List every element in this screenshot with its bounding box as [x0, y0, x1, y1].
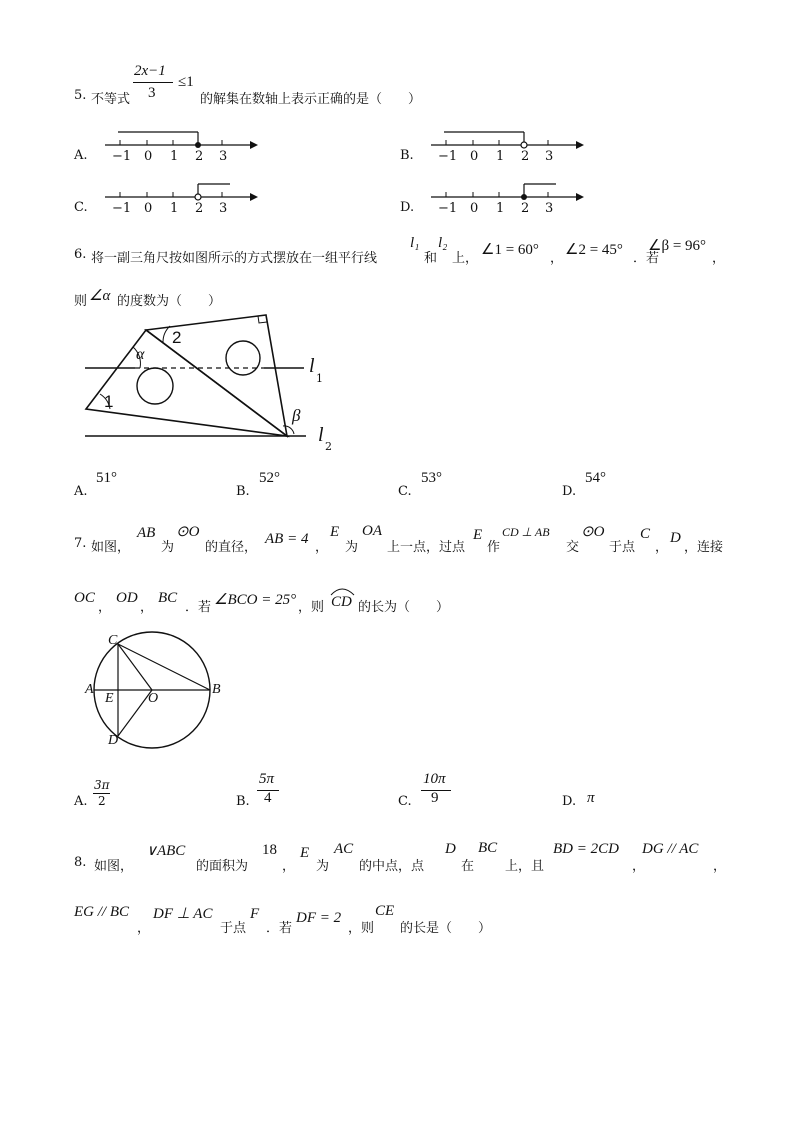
q5-c-tick: 3: [219, 201, 228, 216]
q5-d-tick: 1: [496, 201, 505, 216]
q8-text: 上，且: [505, 859, 545, 874]
q7-text: ，: [655, 540, 669, 555]
q5-a-tick: 3: [219, 149, 228, 164]
q7-angle: ∠BCO = 25°: [214, 592, 297, 608]
q6-figure-label-l1-sub: 1: [316, 372, 323, 385]
q5-option-b-letter: B.: [400, 148, 414, 163]
q5-b-tick: 1: [496, 149, 505, 164]
q8-text: ．若: [266, 921, 293, 936]
q7-figure-label-O: O: [148, 691, 159, 706]
q8-AC: AC: [334, 841, 354, 857]
q7-figure-label-B: B: [212, 682, 221, 697]
q7-text: ，则: [298, 600, 325, 615]
q5-c-tick: 0: [144, 201, 153, 216]
q6-l1: l₁: [410, 235, 420, 251]
q5-c-tick: 1: [170, 201, 179, 216]
q8-E: E: [300, 845, 310, 861]
q7-text: 的长为（ ）: [358, 600, 450, 615]
q5-relation: ≤1: [178, 74, 194, 90]
q6-option-d-value: 54°: [585, 470, 606, 486]
q7-OC: OC: [74, 590, 95, 606]
q8-parallel2: EG // BC: [74, 904, 129, 920]
q8-BC: BC: [478, 840, 498, 856]
q7-text: ，: [315, 540, 329, 555]
q7-text: 为: [345, 540, 359, 555]
q7-option-a-den: 2: [98, 794, 106, 808]
q7-figure-label-E: E: [105, 691, 114, 706]
q5-a-tick: −1: [112, 149, 132, 164]
q7-OD: OD: [116, 590, 138, 606]
q7-text: 作: [487, 540, 501, 555]
q8-perp: DF ⊥ AC: [153, 906, 213, 922]
q7-option-c-letter: C.: [398, 794, 412, 809]
q7-text: 上一点，过点: [387, 540, 466, 555]
q8-number: 8.: [74, 855, 87, 870]
q7-arc-mark: [329, 586, 359, 596]
q8-text: 的长是（ ）: [400, 921, 492, 936]
q5-number: 5.: [74, 88, 87, 103]
q7-perp: CD ⊥ AB: [502, 525, 550, 539]
q6-figure-label-alpha: α: [136, 346, 145, 363]
q6-period: ．若: [633, 251, 660, 266]
q6-option-a-letter: A.: [74, 484, 88, 499]
q6-number: 6.: [74, 247, 87, 262]
q7-text: ．若: [185, 600, 212, 615]
q6-option-c-value: 53°: [421, 470, 442, 486]
q8-D: D: [445, 841, 456, 857]
q5-fraction-bar: [133, 82, 173, 83]
q7-text: ，: [98, 600, 112, 615]
q5-suffix: 的解集在数轴上表示正确的是（ ）: [200, 92, 422, 107]
q5-b-tick: 2: [521, 149, 530, 164]
q7-text: ，: [140, 600, 154, 615]
q7-option-b-den: 4: [264, 790, 272, 806]
q5-d-tick: −1: [438, 201, 458, 216]
q5-b-tick: 3: [545, 149, 554, 164]
q7-option-a-letter: A.: [74, 794, 88, 809]
q5-option-c-letter: C.: [74, 200, 88, 215]
q6-alpha: ∠α: [89, 288, 111, 304]
q7-number: 7.: [74, 536, 87, 551]
q6-figure: [80, 310, 340, 460]
q8-text: ，: [282, 859, 296, 874]
q6-and: 和: [424, 251, 438, 266]
q7-OA: OA: [362, 523, 382, 539]
q6-option-b-value: 52°: [259, 470, 280, 486]
q7-option-a-num: 3π: [94, 778, 110, 792]
q8-text: ，则: [348, 921, 375, 936]
q6-figure-label-2: 2: [172, 328, 182, 347]
q5-prefix: 不等式: [91, 92, 131, 107]
q7-BC: BC: [158, 590, 178, 606]
q7-figure-label-A: A: [85, 682, 94, 697]
q5-a-tick: 0: [144, 149, 153, 164]
q8-text: ，: [632, 859, 646, 874]
q7-option-c-den: 9: [431, 790, 439, 806]
q6-sep: ，: [550, 251, 564, 266]
q6-option-c-letter: C.: [398, 484, 412, 499]
q7-E2: E: [473, 527, 483, 543]
q6-figure-label-beta: β: [292, 406, 301, 425]
q5-b-tick: 0: [470, 149, 479, 164]
q8-text: 为: [316, 859, 330, 874]
q7-text: 为: [161, 540, 175, 555]
q8-text: 如图，: [94, 859, 134, 874]
q6-figure-label-l1: l: [309, 355, 315, 377]
q7-circle-O2: ⊙O: [581, 524, 605, 540]
q7-text: ，连接: [684, 540, 724, 555]
q5-option-a-letter: A.: [74, 148, 88, 163]
q6-figure-label-l2: l: [318, 424, 324, 446]
q7-option-b-num: 5π: [259, 771, 275, 787]
q7-option-b-letter: B.: [236, 794, 250, 809]
q5-d-tick: 3: [545, 201, 554, 216]
q7-text: 于点: [609, 540, 636, 555]
q7-figure-label-C: C: [108, 633, 118, 648]
q8-text: ，: [713, 859, 727, 874]
q5-b-tick: −1: [438, 149, 458, 164]
q5-c-tick: 2: [195, 201, 204, 216]
q7-option-d-value: π: [587, 790, 595, 806]
q8-CE: CE: [375, 903, 395, 919]
q8-text: 在: [461, 859, 475, 874]
q6-comma: ，: [712, 251, 726, 266]
q8-parallel1: DG // AC: [642, 841, 699, 857]
q6-beta: ∠β = 96°: [648, 238, 707, 254]
q7-figure-label-D: D: [108, 733, 119, 748]
q8-eq1: BD = 2CD: [553, 841, 619, 857]
q6-option-a-value: 51°: [96, 470, 117, 486]
q6-angle1: ∠1 = 60°: [481, 242, 539, 258]
q5-d-tick: 2: [521, 201, 530, 216]
q6-angle2: ∠2 = 45°: [565, 242, 623, 258]
q8-eq2: DF = 2: [296, 910, 342, 926]
q5-a-tick: 1: [170, 149, 179, 164]
q5-c-tick: −1: [112, 201, 132, 216]
q6-option-b-letter: B.: [236, 484, 250, 499]
q7-E: E: [330, 524, 340, 540]
q6-text: 的度数为（ ）: [117, 294, 222, 309]
q7-C: C: [640, 526, 651, 542]
q8-text: 的面积为: [196, 859, 249, 874]
q7-arc-CD: CD: [331, 594, 352, 610]
q7-option-d-letter: D.: [562, 794, 577, 809]
q7-option-c-num: 10π: [423, 771, 446, 787]
q6-option-d-letter: D.: [562, 484, 577, 499]
q7-text: 如图，: [91, 540, 131, 555]
q5-a-tick: 2: [195, 149, 204, 164]
q8-text: 于点: [220, 921, 247, 936]
q7-AB-eq: AB = 4: [265, 531, 309, 547]
q7-D: D: [670, 530, 681, 546]
q8-text: ，: [137, 921, 151, 936]
q8-area: 18: [262, 842, 277, 858]
q7-circle-O: ⊙O: [176, 524, 200, 540]
q6-text: 上，: [452, 251, 479, 266]
q7-text: 交: [566, 540, 580, 555]
q7-AB: AB: [137, 525, 156, 541]
q6-text: 则: [74, 294, 88, 309]
q5-option-d-letter: D.: [400, 200, 415, 215]
q5-d-tick: 0: [470, 201, 479, 216]
q6-l2: l₂: [438, 235, 448, 251]
q5-fraction-numerator: 2x−1: [134, 63, 166, 79]
q8-triangle: ∨ABC: [146, 843, 186, 859]
q6-text: 将一副三角尺按如图所示的方式摆放在一组平行线: [91, 251, 378, 266]
q7-text: 的直径，: [205, 540, 258, 555]
q5-fraction-denominator: 3: [148, 85, 156, 101]
q8-F: F: [250, 906, 260, 922]
q6-figure-label-1: 1: [104, 392, 114, 411]
q8-text: 的中点，点: [359, 859, 425, 874]
q6-figure-label-l2-sub: 2: [325, 440, 332, 453]
